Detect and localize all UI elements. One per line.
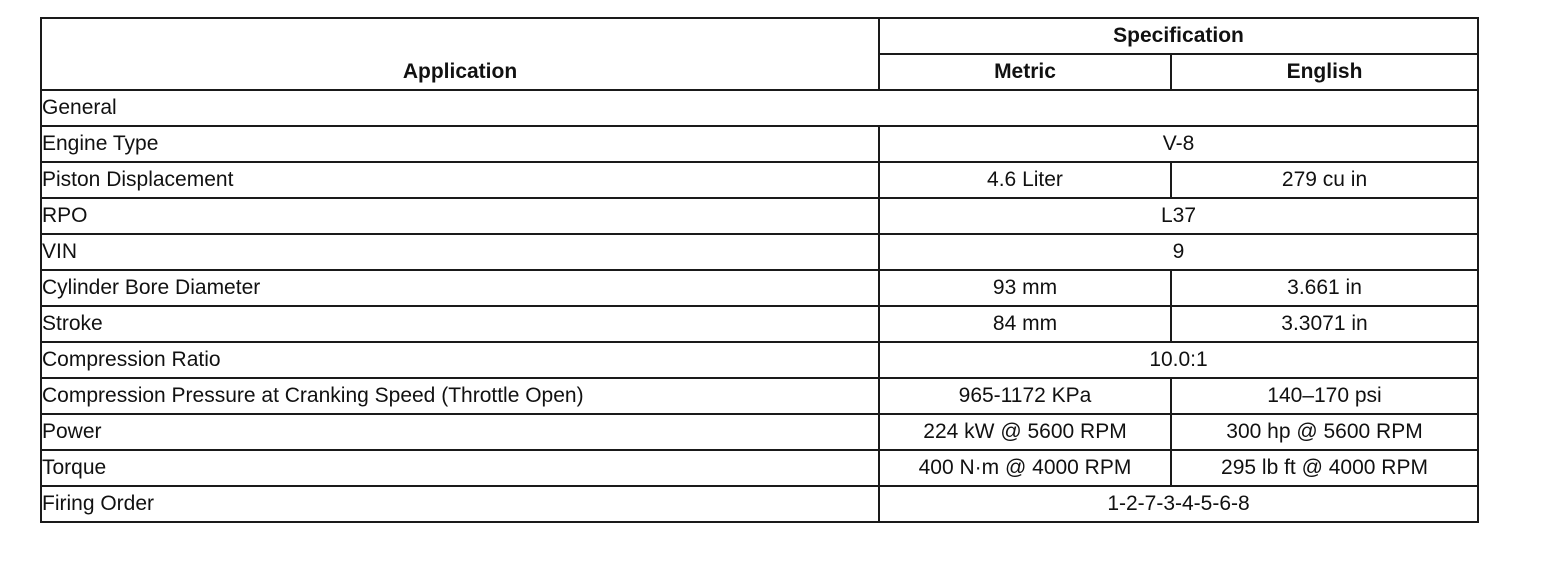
table-row: [41, 270, 1478, 306]
application-cell: Power: [41, 414, 879, 450]
english-cell: 300 hp @ 5600 RPM: [1171, 414, 1478, 450]
table-row: [41, 126, 1478, 162]
metric-cell: 400 N·m @ 4000 RPM: [879, 450, 1171, 486]
application-cell: Compression Pressure at Cranking Speed (Throttle Open): [41, 378, 879, 414]
table-row: [41, 378, 1478, 414]
table-row: [41, 234, 1478, 270]
engine-specification-table: [40, 17, 1479, 523]
application-cell: VIN: [41, 234, 879, 270]
table-row: [41, 486, 1478, 522]
value-cell: 1-2-7-3-4-5-6-8: [879, 486, 1478, 522]
section-row: [41, 90, 1478, 126]
table-row: [41, 342, 1478, 378]
section-general: General: [41, 90, 1478, 126]
application-cell: Firing Order: [41, 486, 879, 522]
table-row: [41, 450, 1478, 486]
english-cell: 295 lb ft @ 4000 RPM: [1171, 450, 1478, 486]
table-row: [41, 306, 1478, 342]
value-cell: L37: [879, 198, 1478, 234]
value-cell: V-8: [879, 126, 1478, 162]
metric-cell: 4.6 Liter: [879, 162, 1171, 198]
metric-cell: 965-1172 KPa: [879, 378, 1171, 414]
application-cell: Compression Ratio: [41, 342, 879, 378]
metric-cell: 93 mm: [879, 270, 1171, 306]
english-cell: 140–170 psi: [1171, 378, 1478, 414]
specification-header: Specification: [879, 18, 1478, 54]
value-cell: 9: [879, 234, 1478, 270]
table-row: [41, 414, 1478, 450]
metric-cell: 224 kW @ 5600 RPM: [879, 414, 1171, 450]
english-cell: 3.661 in: [1171, 270, 1478, 306]
english-cell: 3.3071 in: [1171, 306, 1478, 342]
application-cell: Stroke: [41, 306, 879, 342]
application-cell: Engine Type: [41, 126, 879, 162]
header-row-top: [41, 18, 1478, 54]
table-row: [41, 162, 1478, 198]
value-cell: 10.0:1: [879, 342, 1478, 378]
application-header: Application: [41, 18, 879, 90]
metric-cell: 84 mm: [879, 306, 1171, 342]
application-cell: Torque: [41, 450, 879, 486]
application-cell: Cylinder Bore Diameter: [41, 270, 879, 306]
metric-header: Metric: [879, 54, 1171, 90]
application-cell: Piston Displacement: [41, 162, 879, 198]
application-cell: RPO: [41, 198, 879, 234]
english-header: English: [1171, 54, 1478, 90]
table-row: [41, 198, 1478, 234]
english-cell: 279 cu in: [1171, 162, 1478, 198]
